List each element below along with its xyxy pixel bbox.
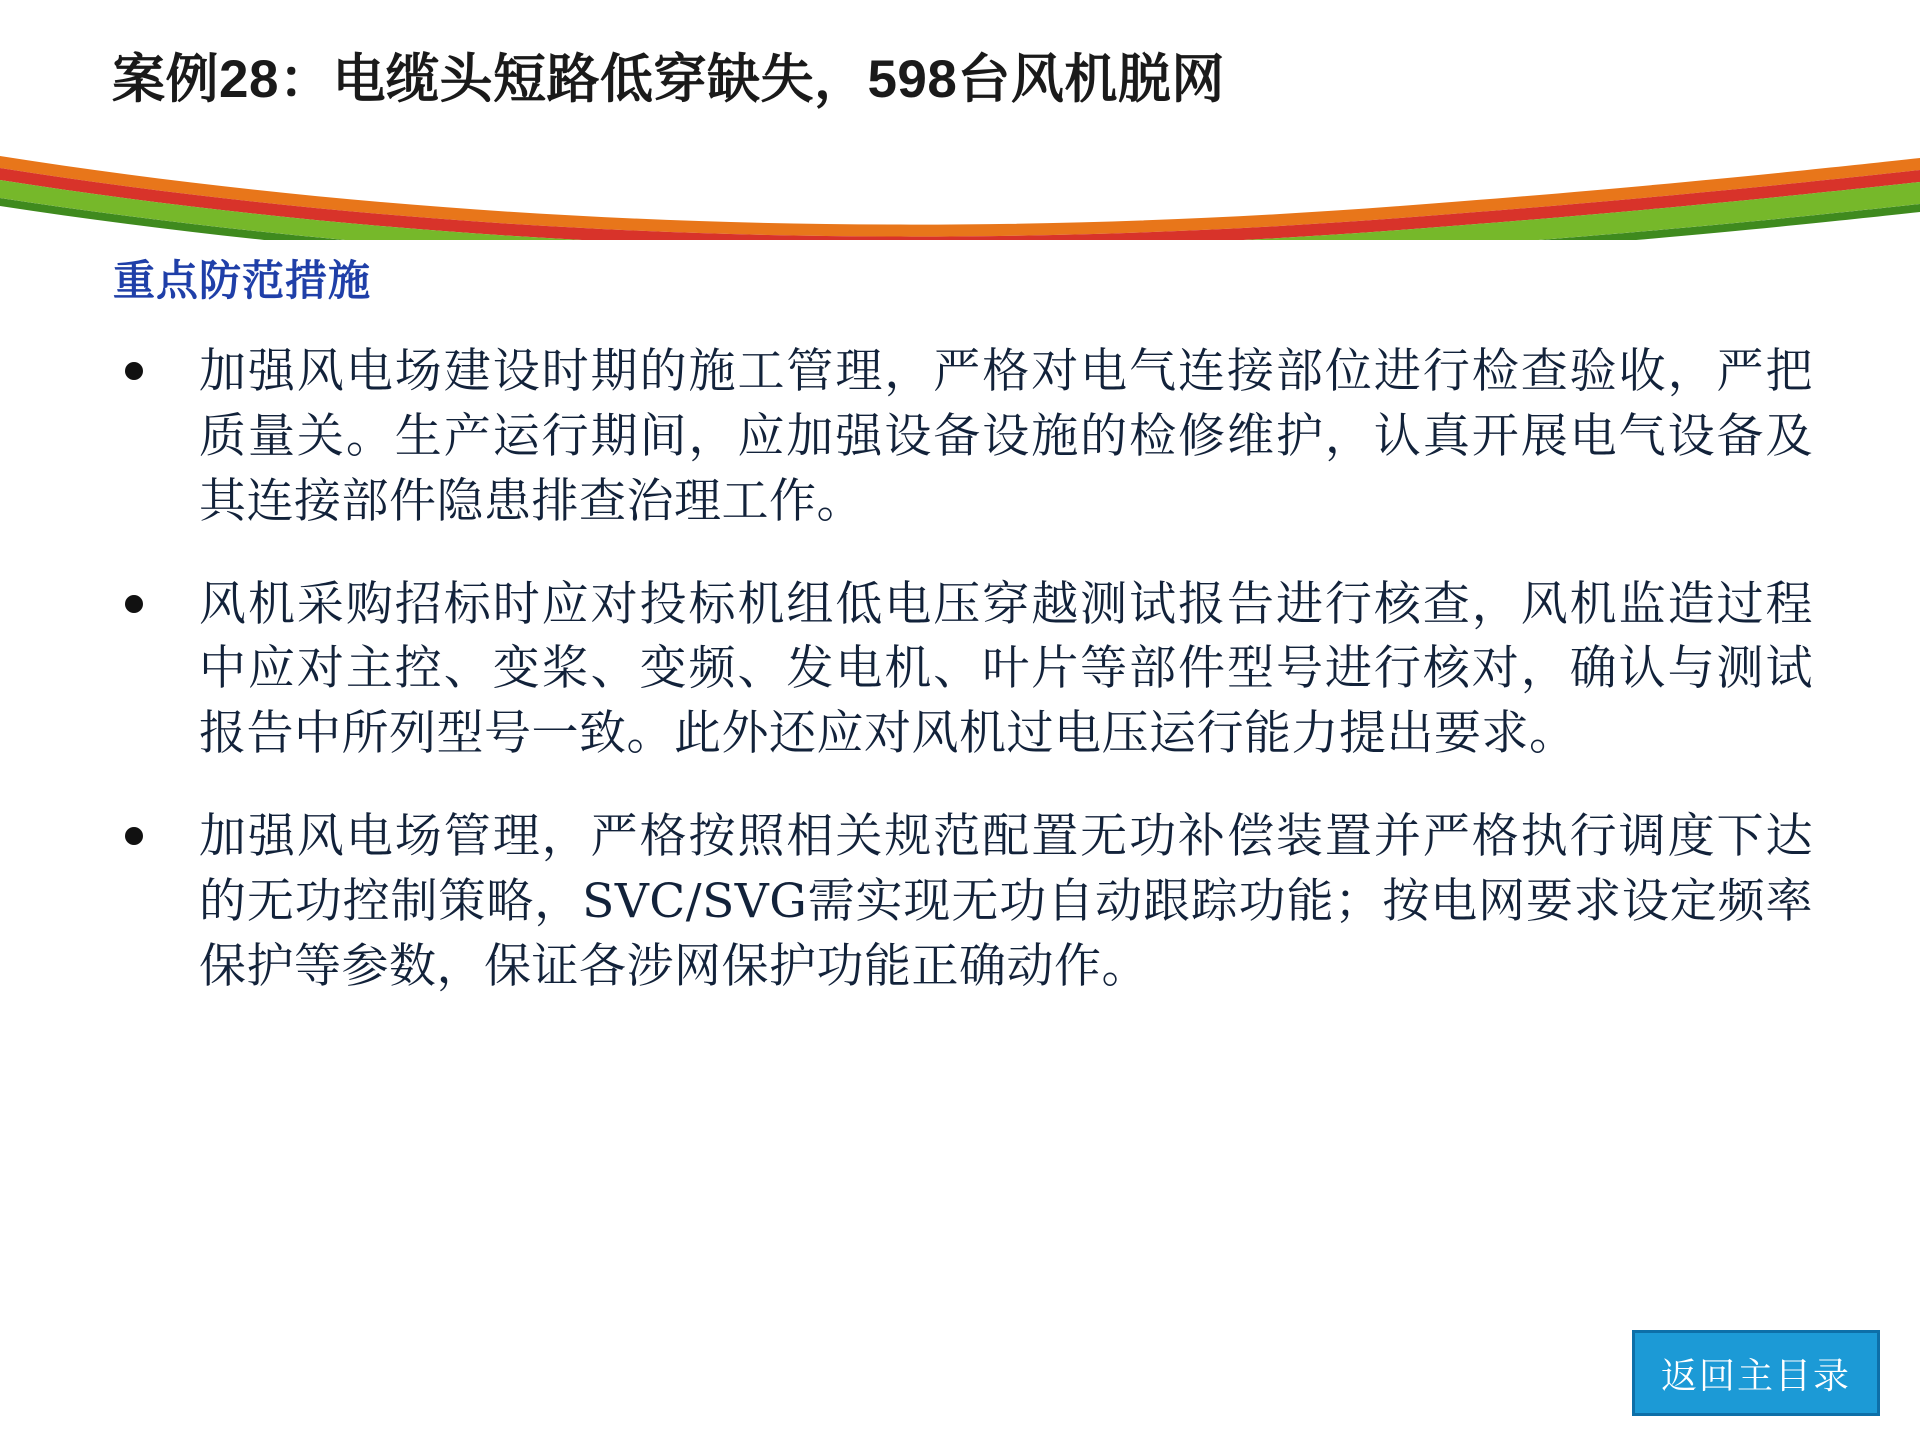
- list-item: [113, 805, 1813, 1000]
- list-item: [113, 340, 1813, 535]
- bullet-dot-icon: [125, 362, 143, 380]
- bullet-dot-icon: [125, 827, 143, 845]
- section-heading: 重点防范措施: [113, 257, 372, 304]
- page-title: 案例28：电缆头短路低穿缺失，598台风机脱网: [112, 50, 1225, 109]
- bullet-list: [113, 340, 1813, 1038]
- bullet-text: 加强风电场管理，严格按照相关规范配置无功补偿装置并严格执行调度下达的无功控制策略，SVC/SVG需实现无功自动跟踪功能；按电网要求设定频率保护等参数，保证各涉网保护功能正确动作。: [199, 809, 1813, 994]
- bullet-text: 加强风电场建设时期的施工管理，严格对电气连接部位进行检查验收，严把质量关。生产运行期间，应加强设备设施的检修维护，认真开展电气设备及其连接部件隐患排查治理工作。: [199, 344, 1813, 529]
- return-to-main-menu-button[interactable]: 返回主目录: [1632, 1330, 1880, 1416]
- decorative-swoosh-band: [0, 150, 1920, 240]
- bullet-dot-icon: [125, 595, 143, 613]
- list-item: [113, 573, 1813, 768]
- bullet-text: 风机采购招标时应对投标机组低电压穿越测试报告进行核查，风机监造过程中应对主控、变桨、变频、发电机、叶片等部件型号进行核对，确认与测试报告中所列型号一致。此外还应对风机过电压运行能力提出要求。: [199, 576, 1813, 762]
